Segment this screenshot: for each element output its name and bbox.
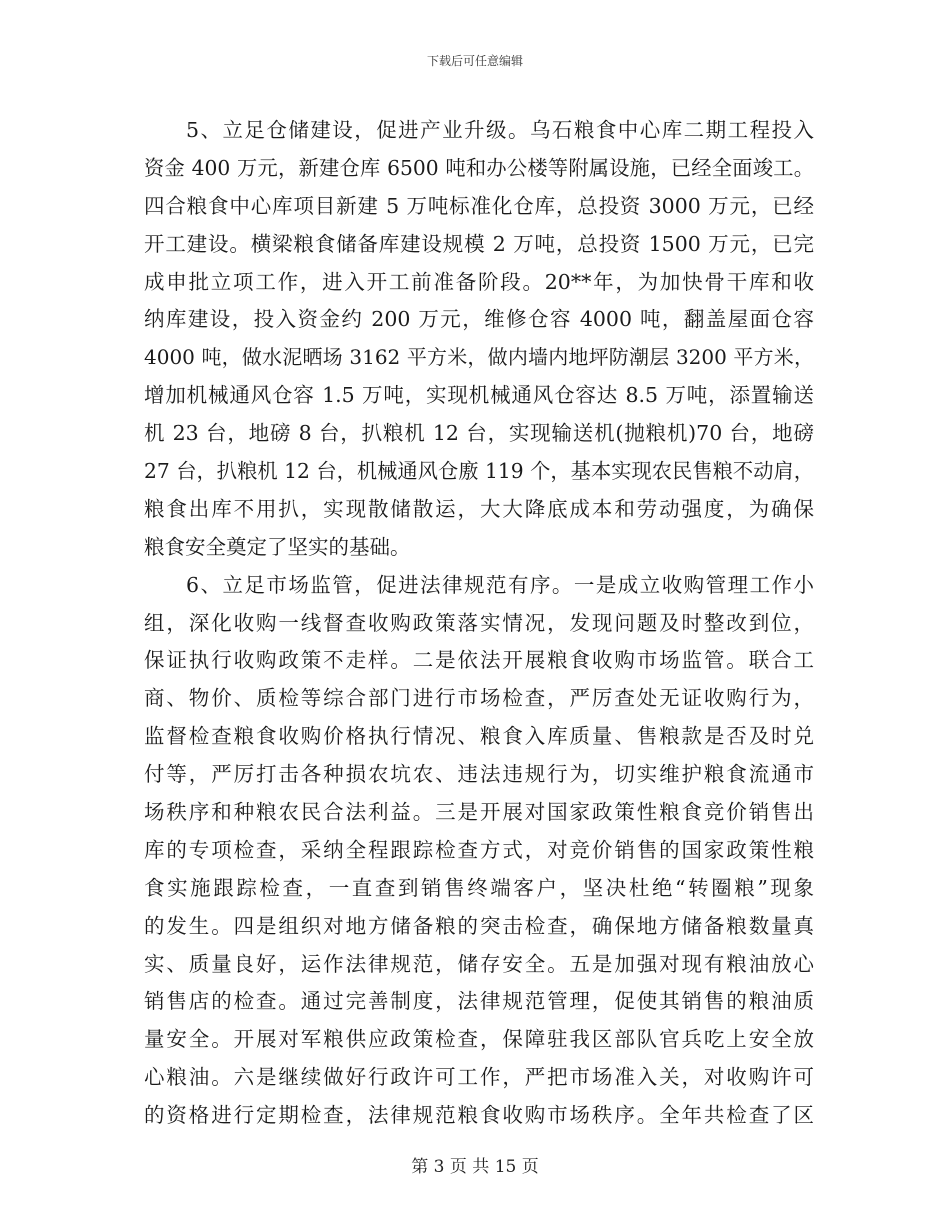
text-line: 27 台，扒粮机 12 台，机械通风仓廒 119 个，基本实现农民售粮不动肩， [144,459,814,484]
paragraph-warehouse-construction [144,112,814,567]
text-line: 粮食安全奠定了坚实的基础。 [144,534,411,559]
text-line: 销售店的检查。通过完善制度，法律规范管理，促使其销售的粮油质 [144,989,814,1014]
text-line: 量安全。开展对军粮供应政策检查，保障驻我区部队官兵吃上安全放 [144,1027,814,1052]
text-line: 5、立足仓储建设，促进产业升级。乌石粮食中心库二期工程投入 [186,118,814,142]
header-note: 下载后可任意编辑 [426,54,523,68]
text-line: 的发生。四是组织对地方储备粮的突击检查，确保地方储备粮数量真 [144,913,814,938]
text-line: 机 23 台，地磅 8 台，扒粮机 12 台，实现输送机(抛粮机)70 台，地磅 [144,421,814,446]
text-line: 场秩序和种粮农民合法利益。三是开展对国家政策性粮食竞价销售出 [144,800,814,825]
text-line: 监督检查粮食收购价格执行情况、粮食入库质量、售粮款是否及时兑 [144,724,814,749]
text-line: 增加机械通风仓容 1.5 万吨，实现机械通风仓容达 8.5 万吨，添置输送 [144,383,814,408]
text-line: 组，深化收购一线督查收购政策落实情况，发现问题及时整改到位， [144,610,814,635]
text-line: 四合粮食中心库项目新建 5 万吨标准化仓库，总投资 3000 万元，已经 [144,193,814,218]
text-line: 纳库建设，投入资金约 200 万元，维修仓容 4000 吨，翻盖屋面仓容 [144,307,814,332]
text-line: 粮食出库不用扒，实现散储散运，大大降底成本和劳动强度，为确保 [144,496,814,521]
text-line: 付等，严厉打击各种损农坑农、违法违规行为，切实维护粮食流通市 [144,762,814,787]
text-line: 保证执行收购政策不走样。二是依法开展粮食收购市场监管。联合工 [144,648,814,673]
text-line: 成申批立项工作，进入开工前准备阶段。20**年，为加快骨干库和收 [144,269,814,294]
text-line: 的资格进行定期检查，法律规范粮食收购市场秩序。全年共检查了区 [144,1103,814,1128]
text-line: 6、立足市场监管，促进法律规范有序。一是成立收购管理工作小 [186,572,814,597]
text-line: 4000 吨，做水泥晒场 3162 平方米，做内墙内地坪防潮层 3200 平方米， [144,345,814,370]
text-line: 库的专项检查，采纳全程跟踪检查方式，对竞价销售的国家政策性粮 [144,837,814,862]
text-line: 商、物价、质检等综合部门进行市场检查，严厉查处无证收购行为， [144,686,814,711]
page-number-footer: 第 3 页 共 15 页 [411,1157,539,1177]
paragraph-market-supervision [144,567,814,1135]
text-line: 实、质量良好，运作法律规范，储存安全。五是加强对现有粮油放心 [144,951,814,976]
text-line: 开工建设。横梁粮食储备库建设规模 2 万吨，总投资 1500 万元，已完 [144,231,814,256]
text-line: 心粮油。六是继续做好行政许可工作，严把市场准入关，对收购许可 [144,1065,814,1090]
document-body [144,112,814,1135]
text-line: 资金 400 万元，新建仓库 6500 吨和办公楼等附属设施，已经全面竣工。 [144,155,814,180]
text-line: 食实施跟踪检查，一直查到销售终端客户，坚决杜绝“转圈粮”现象 [144,875,814,900]
